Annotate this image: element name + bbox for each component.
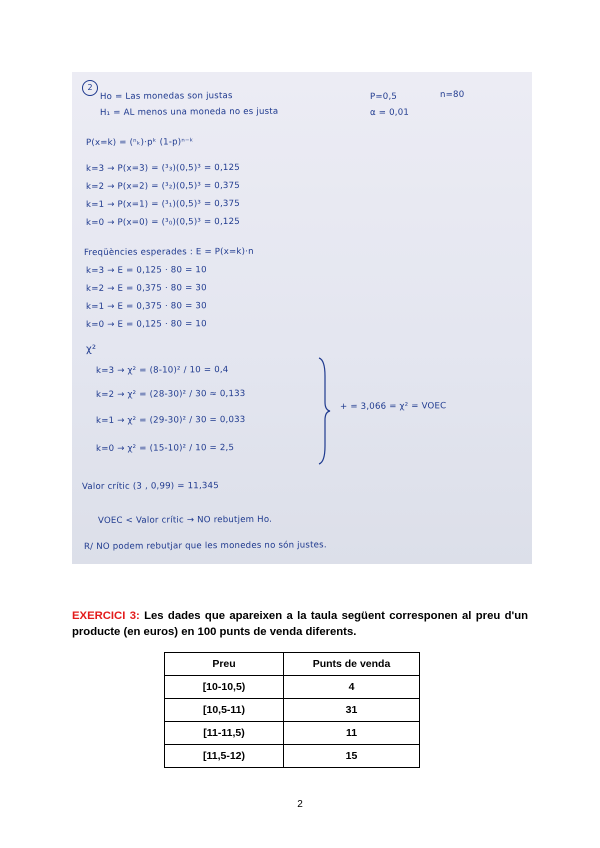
exercise-label: EXERCICI 3: — [72, 610, 140, 622]
exercise-statement — [72, 608, 528, 640]
alt-hypothesis: H₁ = AL menos una moneda no es justa — [99, 106, 279, 118]
exercise-text: Les dades que apareixen a la taula següent corresponen al preu d'un producte (en euros) en 100 punts de venda diferents. — [72, 610, 529, 638]
prob-line: k=0 → P(x=0) = (³₀)(0,5)³ = 0,125 — [85, 216, 240, 228]
cell-interval: [11,5-12) — [165, 745, 284, 768]
exercise-number-circle: 2 — [82, 80, 98, 96]
freq-line: k=3 → E = 0,125 · 80 = 10 — [85, 265, 207, 276]
chi-line: k=0 → χ² = (15-10)² / 10 = 2,5 — [95, 443, 235, 454]
null-hypothesis: Ho = Las monedas son justas — [99, 91, 233, 102]
cell-count: 11 — [284, 722, 420, 745]
n-value-note: n=80 — [439, 89, 465, 100]
header-preu: Preu — [165, 653, 284, 676]
expected-freq-title: Freqüències esperades : E = P(x=k)·n — [83, 246, 254, 258]
header-punts-venda: Punts de venda — [284, 653, 420, 676]
freq-line: k=0 → E = 0,125 · 80 = 10 — [85, 319, 207, 330]
cell-interval: [10,5-11) — [165, 699, 284, 722]
price-table — [164, 652, 420, 768]
freq-line: k=2 → E = 0,375 · 80 = 30 — [85, 283, 207, 294]
table-row — [165, 745, 420, 768]
prob-line: k=1 → P(x=1) = (³₁)(0,5)³ = 0,375 — [85, 198, 240, 210]
table-row — [165, 699, 420, 722]
decision-line: VOEC < Valor crític → NO rebutjem Ho. — [97, 514, 273, 526]
handwritten-solution-scan — [72, 72, 532, 564]
conclusion-line: R/ NO podem rebutjar que les monedes no són justes. — [83, 540, 327, 552]
prob-line: k=3 → P(x=3) = (³₃)(0,5)³ = 0,125 — [85, 162, 240, 174]
table-row — [165, 676, 420, 699]
table-row — [165, 722, 420, 745]
page-number: 2 — [297, 799, 303, 810]
curly-brace-icon — [317, 356, 331, 466]
freq-line: k=1 → E = 0,375 · 80 = 30 — [85, 301, 207, 312]
chi-line: k=1 → χ² = (29-30)² / 30 = 0,033 — [95, 414, 246, 426]
cell-interval: [11-11,5) — [165, 722, 284, 745]
critical-value: Valor crític (3 , 0,99) = 11,345 — [81, 481, 219, 492]
table-header-row — [165, 653, 420, 676]
prob-line: k=2 → P(x=2) = (³₂)(0,5)³ = 0,375 — [85, 180, 240, 192]
chi-line: k=2 → χ² = (28-30)² / 30 ≈ 0,133 — [95, 388, 246, 400]
chi-line: k=3 → χ² = (8-10)² / 10 = 0,4 — [95, 365, 229, 376]
cell-count: 4 — [284, 676, 420, 699]
chi-square-title: χ² — [85, 343, 97, 355]
alpha-note: α = 0,01 — [369, 107, 410, 118]
binomial-formula: P(x=k) = (ⁿₖ)·pᵏ (1-p)ⁿ⁻ᵏ — [85, 137, 194, 148]
cell-count: 31 — [284, 699, 420, 722]
cell-count: 15 — [284, 745, 420, 768]
chi-square-sum: + = 3,066 = χ² = VOEC — [339, 401, 447, 412]
cell-interval: [10-10,5) — [165, 676, 284, 699]
p-value-note: P=0,5 — [369, 91, 398, 102]
